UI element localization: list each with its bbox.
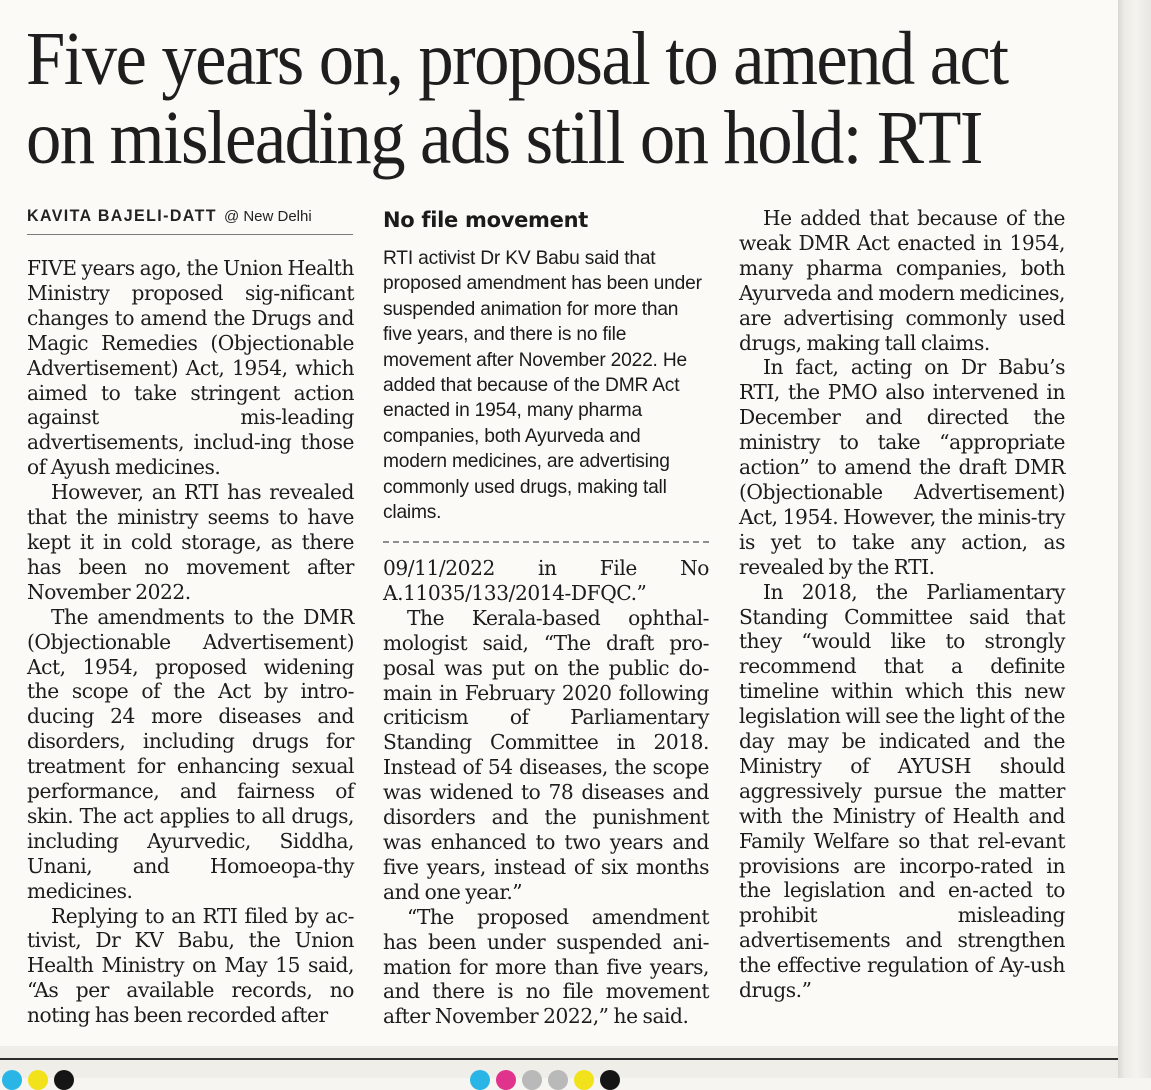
registration-dot	[28, 1070, 48, 1090]
paragraph: In fact, acting on Dr Babu’s RTI, the PMO also intervened in December and directed the ministry to take “appropriate action” to amend the draft DMR (Objectionable Advertisement) Act, 1954. However, the minis-try is yet to take any action, as revealed by the RTI.	[739, 355, 1065, 579]
registration-dot	[54, 1070, 74, 1090]
headline-line-1: Five years on, proposal to amend act	[26, 17, 1008, 101]
registration-dot	[574, 1070, 594, 1090]
paragraph: “The proposed amendment has been under suspended ani-mation for more than five years, and there is no file movement after November 2022,” he said.	[383, 904, 709, 1029]
paragraph: The Kerala-based ophthal-mologist said, “The draft pro-posal was put on the public do-main in February 2020 following criticism of Parliamentary Standing Committee in 2018. Instead of 54 diseases, the scope was widened to 78 diseases and disorders and the punishment was enhanced to two years and five years, instead of six months and one year.”	[383, 605, 709, 904]
paragraph: However, an RTI has revealed that the ministry seems to have kept it in cold storage, as there has been no movement after November 2022.	[27, 480, 354, 604]
sidebar-body: RTI activist Dr KV Babu said that proposed amendment has been under suspended animation for more than five years, and there is no file movement after November 2022. He added that because of the DMR Act enacted in 1954, many pharma companies, both Ayurveda and modern medicines, are advertising commonly used drugs, making tall claims.	[383, 248, 702, 524]
color-registration-marks-right	[470, 1070, 620, 1088]
page-edge-shadow	[1118, 0, 1151, 1078]
sidebar-heading: No file movement	[383, 208, 588, 232]
color-registration-marks-left	[2, 1070, 74, 1088]
paragraph: The amendments to the DMR (Objectionable Advertisement) Act, 1954, proposed widening the scope of the Act by intro-ducing 24 more diseases and disorders, including drugs for treatment for enhancing sexual performance, and fairness of skin. The act applies to all drugs, including Ayurvedic, Siddha, Unani, and Homoeopa-thy medicines.	[27, 604, 354, 903]
registration-dot	[522, 1070, 542, 1090]
paragraph: FIVE years ago, the Union Health Ministry proposed sig-nificant changes to amend the Drugs and Magic Remedies (Objectionable Advertisement) Act, 1954, which aimed to take stringent action against mis-leading advertisements, includ-ing those of Ayush medicines.	[27, 256, 354, 480]
paragraph: Replying to an RTI filed by ac-tivist, Dr KV Babu, the Union Health Ministry on May 15 said, “As per available records, no noting has been recorded after	[27, 903, 354, 1028]
headline-line-2: on misleading ads still on hold: RTI	[26, 96, 982, 180]
headline	[26, 17, 1012, 180]
sidebar-divider	[383, 541, 709, 543]
paragraph: 09/11/2022 in File No A.11035/133/2014-DFQC.”	[383, 556, 709, 605]
paragraph: He added that because of the weak DMR Act enacted in 1954, many pharma companies, both Ayurveda and modern medicines, are advertising commonly used drugs, making tall claims.	[739, 206, 1065, 355]
byline-author: KAVITA BAJELI-DATT	[27, 207, 217, 226]
article-column-2	[383, 556, 709, 1029]
article-column-3	[739, 206, 1065, 1003]
registration-dot	[2, 1070, 22, 1090]
byline-location: @ New Delhi	[223, 208, 312, 225]
registration-dot	[470, 1070, 490, 1090]
article-column-1	[27, 256, 354, 1028]
registration-dot	[496, 1070, 516, 1090]
paragraph: In 2018, the Parliamentary Standing Committee said that they “would like to strongly recommend that a definite timeline within which this new legislation will see the light of the day may be indicated and the Ministry of AYUSH should aggressively pursue the matter with the Ministry of Health and Family Welfare so that rel-evant provisions are incorpo-rated in the legislation and en-acted to prohibit misleading advertisements and strengthen the effective regulation of Ay-ush drugs.”	[739, 579, 1065, 1003]
registration-dot	[600, 1070, 620, 1090]
bottom-rule	[0, 1058, 1118, 1060]
registration-dot	[548, 1070, 568, 1090]
byline	[27, 208, 353, 235]
